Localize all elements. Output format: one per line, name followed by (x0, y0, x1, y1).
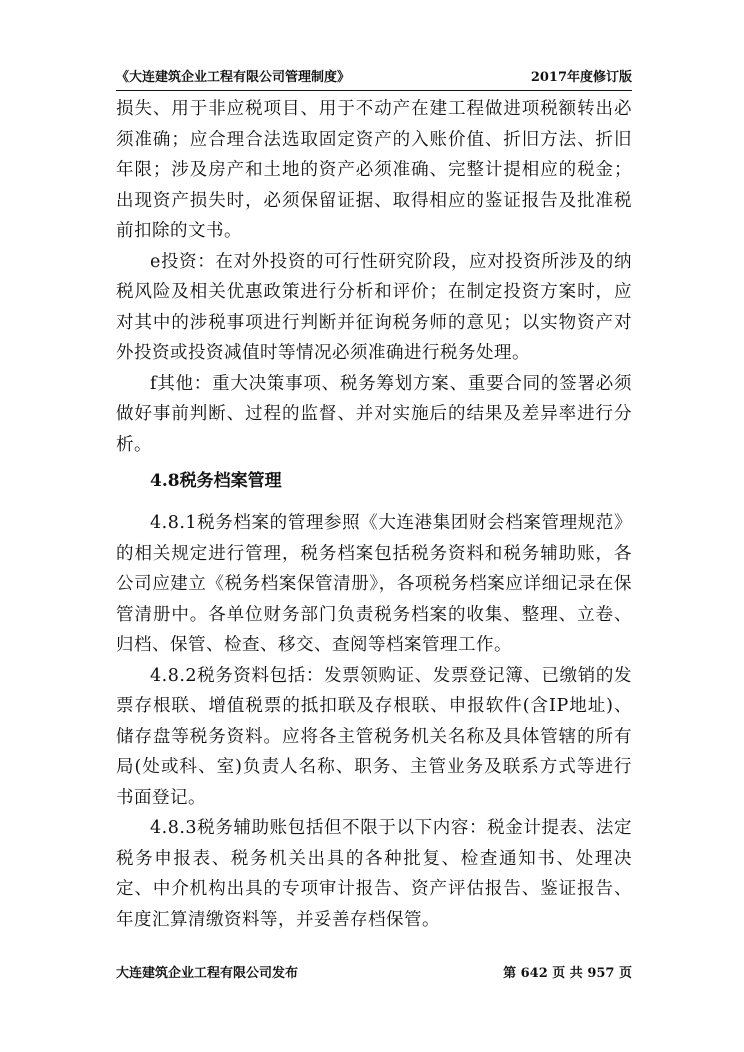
document-body (116, 94, 632, 935)
footer-page-number: 第 642 页 共 957 页 (503, 966, 632, 981)
paragraph-4-8-1: 4.8.1税务档案的管理参照《大连港集团财会档案管理规范》的相关规定进行管理，税务档案包括税务资料和税务辅助账，各公司应建立《税务档案保管清册》，各项税务档案应详细记录在保管清册中。各单位财务部门负责税务档案的收集、整理、立卷、归档、保管、检查、移交、查阅等档案管理工作。 (116, 513, 632, 655)
page-footer (116, 962, 632, 984)
paragraph-4-8-2: 4.8.2税务资料包括：发票领购证、发票登记簿、已缴销的发票存根联、增值税票的抵扣联及存根联、申报软件(含IP地址)、储存盘等税务资料。应将各主管税务机关名称及具体管辖的所有局(处或科、室)负责人名称、职务、主管业务及联系方式等进行书面登记。 (116, 665, 632, 808)
paragraph-continuation: 损失、用于非应税项目、用于不动产在建工程做进项税额转出必须准确；应合理合法选取固定资产的入账价值、折旧方法、折旧年限；涉及房产和土地的资产必须准确、完整计提相应的税金；出现资产损失时，必须保留证据、取得相应的鉴证报告及批准税前扣除的文书。 (116, 99, 632, 241)
header-edition: 2017年度修订版 (530, 70, 632, 85)
page-header (116, 64, 632, 91)
header-document-title: 《大连建筑企业工程有限公司管理制度》 (116, 70, 351, 85)
section-heading: 4.8税务档案管理 (150, 471, 282, 491)
footer-publisher: 大连建筑企业工程有限公司发布 (116, 966, 299, 981)
paragraph-investment: e投资：在对外投资的可行性研究阶段，应对投资所涉及的纳税风险及相关优惠政策进行分析和评价；在制定投资方案时，应对其中的涉税事项进行判断并征询税务师的意见；以实物资产对外投资或投资减值时等情况必须准确进行税务处理。 (116, 251, 632, 363)
paragraph-other: f其他：重大决策事项、税务筹划方案、重要合同的签署必须做好事前判断、过程的监督、并对实施后的结果及差异率进行分析。 (116, 373, 632, 455)
paragraph-4-8-3: 4.8.3税务辅助账包括但不限于以下内容：税金计提表、法定税务申报表、税务机关出具的各种批复、检查通知书、处理决定、中介机构出具的专项审计报告、资产评估报告、鉴证报告、年度汇算清缴资料等，并妥善存档保管。 (116, 818, 632, 930)
